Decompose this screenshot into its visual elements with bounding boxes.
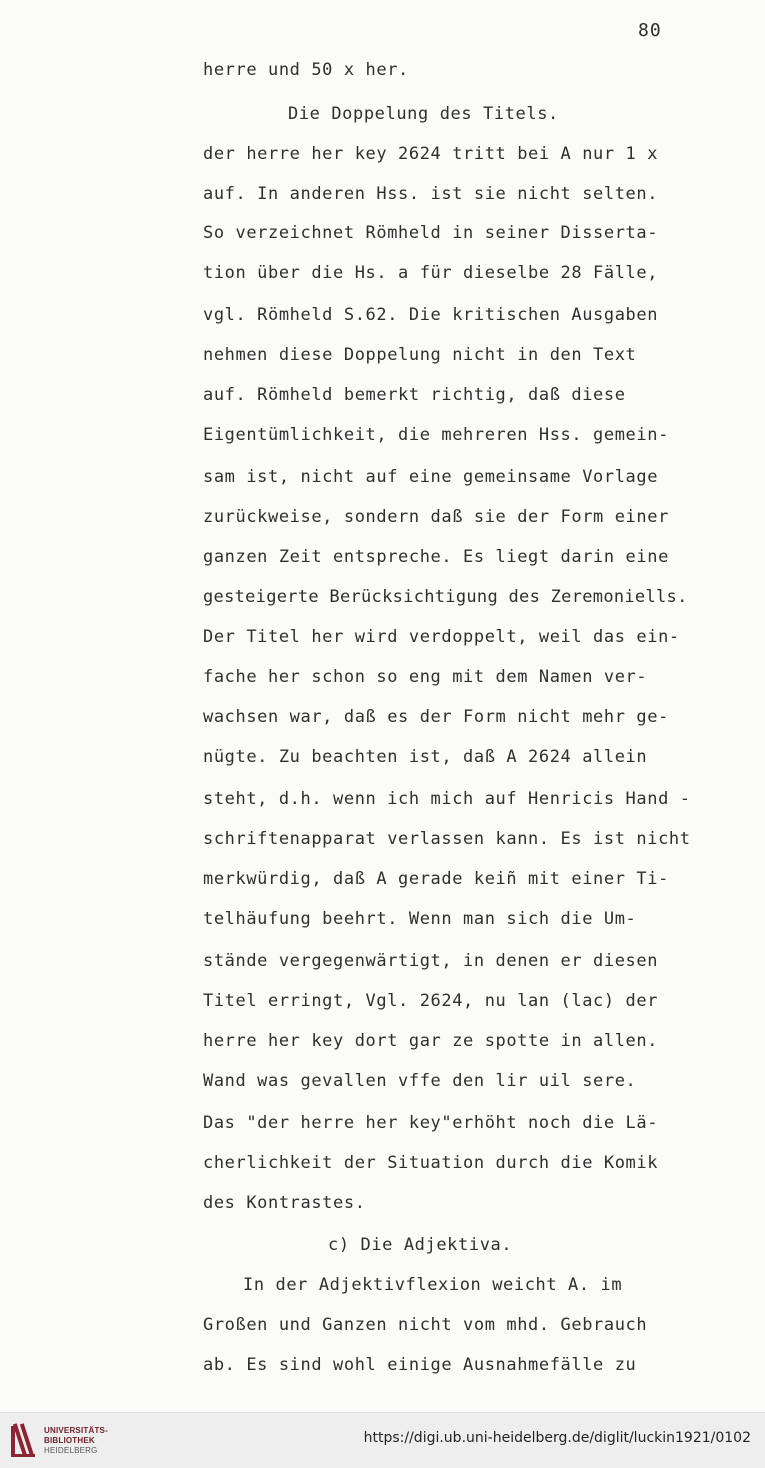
text-line: Eigentümlichkeit, die mehreren Hss. gemein- xyxy=(203,425,669,445)
text-line: Großen und Ganzen nicht vom mhd. Gebrauch xyxy=(203,1315,648,1335)
text-line: herre her key dort gar ze spotte in allen. xyxy=(203,1031,659,1051)
text-line: stände vergegenwärtigt, in denen er diesen xyxy=(203,951,659,971)
section-heading: Die Doppelung des Titels. xyxy=(288,104,559,124)
text-line: nehmen diese Doppelung nicht in den Text xyxy=(203,345,637,365)
text-line: gesteigerte Berücksichtigung des Zeremoniells. xyxy=(203,587,688,607)
text-line: telhäufung beehrt. Wenn man sich die Um- xyxy=(203,909,637,929)
text-line: Das "der herre her key"erhöht noch die Lä- xyxy=(203,1113,659,1133)
text-line: wachsen war, daß es der Form nicht mehr ge- xyxy=(203,707,669,727)
text-line: ganzen Zeit entspreche. Es liegt darin eine xyxy=(203,547,669,567)
text-line: Der Titel her wird verdoppelt, weil das ein- xyxy=(203,627,680,647)
text-line: des Kontrastes. xyxy=(203,1193,366,1213)
text-line: Titel erringt, Vgl. 2624, nu lan (lac) der xyxy=(203,991,659,1011)
text-line: vgl. Römheld S.62. Die kritischen Ausgaben xyxy=(203,305,659,325)
permalink-url[interactable]: https://digi.ub.uni-heidelberg.de/diglit/luckin1921/0102 xyxy=(363,1430,751,1446)
text-line: tion über die Hs. a für dieselbe 28 Fälle, xyxy=(203,263,659,283)
text-line: zurückweise, sondern daß sie der Form einer xyxy=(203,507,669,527)
text-line: auf. In anderen Hss. ist sie nicht selten. xyxy=(203,184,659,204)
text-line: schriftenapparat verlassen kann. Es ist nicht xyxy=(203,829,691,849)
text-line: merkwürdig, daß A gerade keiñ mit einer Ti- xyxy=(203,869,669,889)
text-line: auf. Römheld bemerkt richtig, daß diese xyxy=(203,385,626,405)
library-name-line: UNIVERSITÄTS- xyxy=(44,1426,108,1435)
text-line: fache her schon so eng mit dem Namen ver- xyxy=(203,667,648,687)
section-heading: c) Die Adjektiva. xyxy=(328,1235,513,1255)
text-line: herre und 50 x her. xyxy=(203,60,409,80)
page-number: 80 xyxy=(638,20,662,41)
text-line: Wand was gevallen vffe den lir uil sere. xyxy=(203,1071,637,1091)
text-line: cherlichkeit der Situation durch die Komik xyxy=(203,1153,659,1173)
text-line: In der Adjektivflexion weicht A. im xyxy=(243,1275,623,1295)
text-line: der herre her key 2624 tritt bei A nur 1 x xyxy=(203,144,659,164)
library-name-line: HEIDELBERG xyxy=(44,1446,98,1455)
text-line: sam ist, nicht auf eine gemeinsame Vorlage xyxy=(203,467,659,487)
library-logo-icon xyxy=(9,1420,37,1460)
text-line: ab. Es sind wohl einige Ausnahmefälle zu xyxy=(203,1355,637,1375)
text-line: steht, d.h. wenn ich mich auf Henricis Hand - xyxy=(203,789,691,809)
text-line: So verzeichnet Römheld in seiner Disserta- xyxy=(203,223,659,243)
text-line: nügte. Zu beachten ist, daß A 2624 allein xyxy=(203,747,648,767)
library-name-line: BIBLIOTHEK xyxy=(44,1436,95,1445)
library-name xyxy=(44,1426,108,1456)
viewer-footer xyxy=(0,1412,765,1468)
